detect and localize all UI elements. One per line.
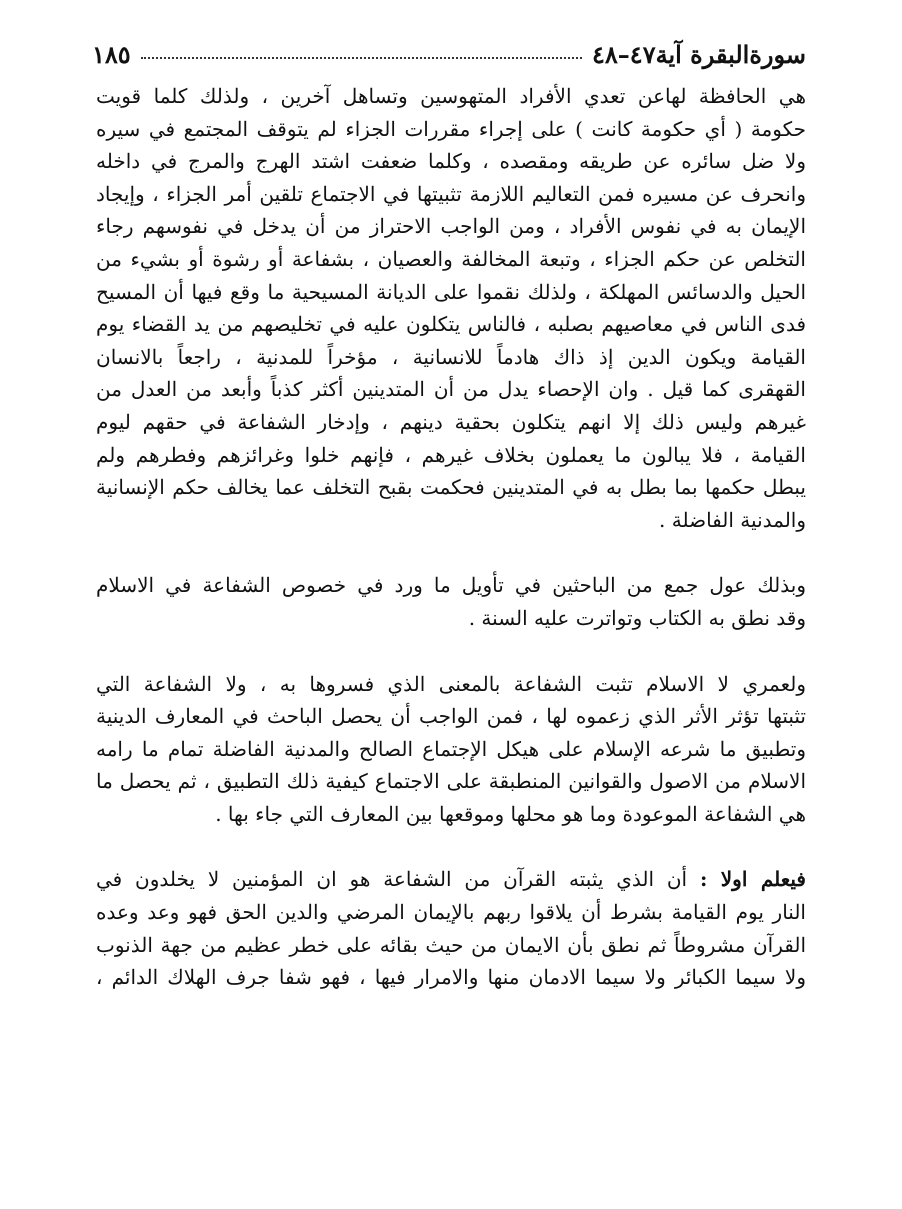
text-line: التخلص عن حكم الجزاء ، وتبعة المخالفة والعصيان ، بشفاعة أو رشوة أو بشيء من [96,246,806,271]
text-line: وتطبيق ما شرعه الإسلام على هيكل الإجتماع الصالح والمدنية الفاضلة تمام ما رامه [96,736,806,761]
text-line: ولعمري لا الاسلام تثبت الشفاعة بالمعنى الذي فسروها به ، ولا الشفاعة التي [96,671,806,696]
paragraph-4 [96,863,806,993]
text-line: ولا ضل سائره عن طريقه ومقصده ، وكلما ضعفت اشتد الهرج والمرج في داخله [96,149,806,174]
lead-line-text: أن الذي يثبته القرآن من الشفاعة هو ان المؤمنين لا يخلدون في [96,867,688,892]
text-line: الحيل والدسائس المهلكة ، ولذلك نقموا على الديانة المسيحية ما وقع فيها أن المسيح [96,279,806,304]
text-line: القيامة ويكون الدين إذ ذاك هادماً للانسانية ، مؤخراً للمدنية ، راجعاً بالانسان [96,344,806,369]
text-line: تثبتها تؤثر الأثر الذي زعموه لها ، فمن الواجب أن يحصل الباحث في المعارف الدينية [96,704,806,729]
paragraph-gap [96,536,806,569]
text-line: هي الشفاعة الموعودة وما هو محلها وموقعها بين المعارف التي جاء بها . [215,801,806,826]
paragraph-lead: فيعلم اولا : [699,867,806,892]
paragraph-gap [96,830,806,863]
text-line: القيامة ، فلا يبالون ما يعملون بخلاف غيرهم ، فإنهم خلوا وغرائزهم وفطرهم ولم [96,442,806,467]
text-line: ولا سيما الكبائر ولا سيما الادمان منها والامرار فيها ، فهو شفا جرف الهلاك الدائم ، [96,965,806,990]
text-line: القهقرى كما قيل . وان الإحصاء يدل من أن المتدينين أكثر كذباً وأبعد من العدل من [96,377,806,402]
text-line: النار يوم القيامة بشرط أن يلاقوا ربهم بالإيمان المرضي والدين الحق فهو وعد وعده [96,900,806,925]
text-line: القرآن مشروطاً ثم نطق بأن الايمان من حيث بقائه على خطر عظيم من جهة الذنوب [96,932,806,957]
paragraph-2 [96,569,806,634]
body-text [96,80,806,994]
text-line: فدى الناس في معاصيهم بصلبه ، فالناس يتكلون عليه في تخليصهم من يد القضاء يوم [96,312,806,337]
paragraph-3 [96,668,806,831]
dotted-leader [141,57,582,59]
text-line: هي الحافظة لهاعن تعدي الأفراد المتهوسين وتساهل آخرين ، ولذلك كلما قويت [96,84,806,108]
text-line: حكومة ( أي حكومة كانت ) على إجراء مقررات الجزاء لم يتوقف المجتمع في سيره [96,116,806,141]
text-line: الإيمان به في نفوس الأفراد ، ومن الواجب الاحتراز من أن يدخل في نفوسهم رجاء [96,214,806,239]
text-line: وبذلك عول جمع من الباحثين في تأويل ما ورد في خصوص الشفاعة في الاسلام [96,573,806,598]
text-line: وانحرف عن مسيره فمن التعاليم اللازمة تثبيتها في الاجتماع تلقين أمر الجزاء ، وإيجاد [96,181,806,206]
text-line: الاسلام من الاصول والقوانين المنطبقة على الاجتماع كيفية ذلك التطبيق ، ثم يحصل ما [96,769,806,794]
surah-title: سورةالبقرة آية٤٧–٤٨ [592,39,806,69]
paragraph-gap [96,635,806,668]
text-line: يبطل حكمها بما بطل به في المتدينين فحكمت بقبح التخلف عما يخالف حكم الإنسانية [96,475,806,500]
text-line [96,863,806,896]
text-line: وقد نطق به الكتاب وتواترت عليه السنة . [468,605,806,630]
page-number: ١٨٥ [92,39,131,69]
running-header [92,36,806,72]
text-line: والمدنية الفاضلة . [659,507,806,532]
text-line: غيرهم وليس ذلك إلا انهم يتكلون بحقية دينهم ، وإدخار الشفاعة في حقهم ليوم [96,409,806,434]
paragraph-1 [96,80,806,536]
